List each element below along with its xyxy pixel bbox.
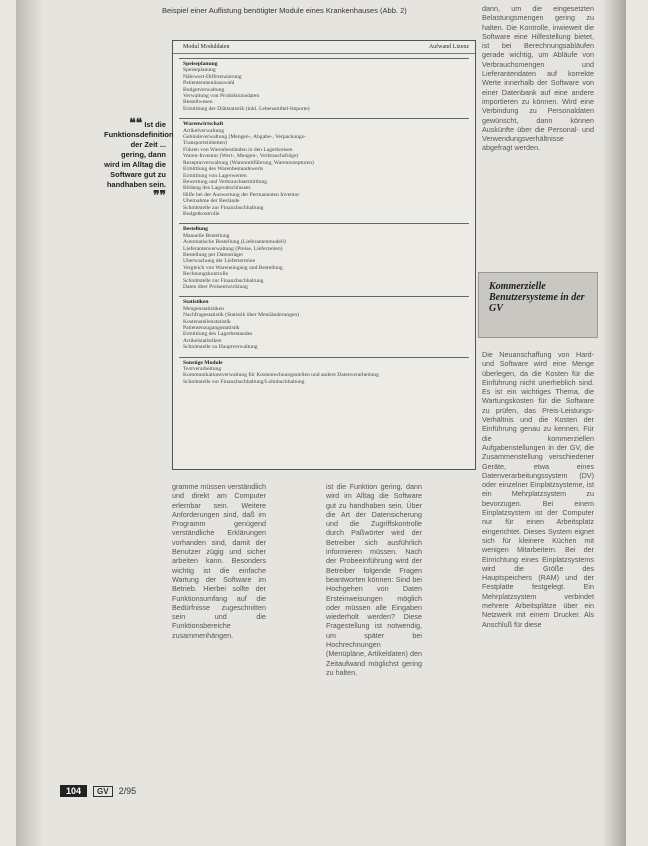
table-row: Budgetkontrolle [183, 210, 220, 217]
table-row: Nachfragestatistik (Statistik über Menüänderungen) [183, 312, 300, 319]
table-sections [173, 58, 475, 387]
table-section [179, 296, 469, 352]
table-row: Textverarbeitung [183, 366, 222, 373]
table-row: Artikelverwaltung [183, 127, 225, 134]
table-row: Ermittlung des Lagerbestandes [183, 331, 253, 338]
table-row: Hilfe bei der Auswertung der Permanenten Inventur [183, 191, 300, 198]
body-column-3-bottom [482, 350, 594, 629]
modules-table [172, 40, 476, 470]
table-row: Nährwert-Differenzierung [183, 73, 242, 80]
table-section-title: Speiseplanung [183, 61, 218, 67]
table-row: Schnittstelle zur Finanzbuchhaltung/Lohnbuchhaltung [183, 378, 305, 385]
body-text-1: gramme müssen verständlich und direkt am Computer erlernbar sein. Weitere Anforderungen sind, daß im Programm genügend verständliche Erklärungen vorhanden sind, damit der Benutzer zügig und sicher arbeiten kann. Besonders wichtig ist die einfache Wartung der Software im Betrieb. Hierbei sollte der Funktionsumfang auf die Bedürfnisse zugeschnitten sein und die Funktionsbereiche zusammenhängen. [172, 482, 266, 640]
quote-open-icon: ❝❝ [129, 116, 143, 130]
table-section [179, 357, 469, 388]
table-row: Gebindeverwaltung (Mengen-, Abgabe-, Verpackungs- [183, 134, 306, 141]
body-text-2: ist die Funktion gering, dann wird im Alltag die Software gut zu handhaben sein. Über die Art der Datensicherung und die Zugriffskontrolle durch Paßwörter wird der Betreiber sich ausführlich informieren müssen. Nach der Probeeinführung wird der Betreiber folgende Fragen beantworten können: Sind bei Hochgehen von Daten Ersteinweisungen möglich oder müssen alle Eingaben wiederholt werden? Diese Fragestellung ist notwendig, um später bei Hochrechnungen (Menüpläne, Artikeldaten) den Zeitaufwand möglichst gering zu halten. [326, 482, 422, 677]
table-row: Führen von Warenbeständen in den Lagerkreisen [183, 146, 293, 153]
page-edge-shadow [602, 0, 626, 846]
table-section [179, 118, 469, 219]
table-row: Ermittlung von Lagerwerten [183, 172, 247, 179]
body-column-1 [172, 482, 266, 640]
section-heading-box [478, 272, 598, 338]
table-row: Schnittstelle zur Finanzbuchhaltung [183, 204, 264, 211]
table-row: Bewertung und Verbrauchsermittlung [183, 178, 268, 185]
table-row: Bestellwesen [183, 99, 213, 106]
table-row: Ermittlung der Diätstatistik (inkl. Lebensmittel-Importe) [183, 105, 310, 112]
table-row: Verwaltung von Produktionsdaten [183, 93, 260, 100]
table-row: Überwachung der Liefertermine [183, 258, 256, 265]
table-row: Automatische Bestellung (Lieferantenmodell) [183, 239, 286, 246]
page-footer [60, 785, 136, 797]
table-row: Rechnungskontrolle [183, 271, 229, 278]
table-row: Kostenstellenstatistik [183, 318, 231, 325]
table-row: Manuelle Bestellung [183, 232, 230, 239]
table-row: Bestellung per Datenträger [183, 251, 244, 258]
body-column-3-top [482, 4, 594, 153]
body-column-2 [326, 482, 422, 677]
pull-quote-text: Ist die Funktionsdefinition der Zeit ... gering, dann wird im Alltag die Software gut zu handhaben sein. [104, 120, 174, 189]
body-text-4: Die Neuanschaffung von Hard- und Software wird eine Menge überlegen, da die Kosten für die Einführung nicht unerheblich sind. Es ist ein wichtiges Thema, die Wartungskosten für die Software zu prüfen, das Preis-Leistungs-Verhältnis und die Kosten der Einführung genau zu kennen. Für die kommerziellen Aufgabenstellungen in der GV, die Zusammenstellung verschiedener Geräte, etwa eines Datenverarbeitungssystem (DV) oder einzelner Einplatzsysteme, ist ein Mehrplatzsystem zu bevorzugen. Bei einem Einplatzsystem ist der Computer nur für einen Arbeitsplatz eingerichtet. Dieses System eignet sich für kleinere Küchen mit wenigen Mitarbeitern. Bei der Einrichtung eines Einplatzsystems wird die Größe des Hauptspeichers (RAM) und der Festplatte festgelegt. Ein Mehrplatzsystem verbindet mehrere Arbeitsplätze über ein Netzwerk mit einem Drucker. Als Anschluß für diese [482, 350, 594, 629]
table-row: Budgetverwaltung [183, 86, 225, 93]
table-header [173, 41, 475, 54]
table-section-title: Bestellung [183, 226, 208, 233]
table-row: Patientenzugangsstatistik [183, 325, 240, 332]
table-section-title: Sonstige Module [183, 359, 223, 366]
table-section-title: Warenwirtschaft [183, 121, 224, 128]
column-module-header: Modul Moduldaten [183, 44, 230, 50]
column-effort-header: Aufwand Lizenz [428, 44, 469, 50]
gutter-shadow [16, 0, 44, 846]
body-text-3: dann, um die eingesetzten Belastungsmengen gering zu halten. Die Kontrolle, inwieweit die Software eine Hilfestellung bietet, ist bei Berechnungsabläufen gerade wichtig, um Abläufe von Verbrauchsmengen und Lieferantendaten auf korrekte Werte innerhalb der Software von einer Datenbank auf eine andere importieren zu können. Wird eine Verbindung zu Personaldaten gewünscht, dann können Auskünfte über die Personal- und Verwendungsverhältnisse abgefragt werden. [482, 4, 594, 153]
table-row: Daten über Preisentwicklung [183, 284, 248, 290]
table-section [179, 223, 469, 292]
table-row: Speiseplanung [183, 67, 216, 74]
table-row: Lieferantenverwaltung (Preise, Lieferzeiten) [183, 245, 283, 252]
table-row: Transporteinheiten) [183, 140, 227, 147]
table-row: Patientenmenüauswahl [183, 80, 235, 87]
table-row: Übernahme der Bestände [183, 198, 240, 205]
quote-close-icon: ❞❞ [153, 188, 166, 202]
table-row: Schnittstelle zur Finanzbuchhaltung [183, 277, 264, 284]
table-row: Vergleich von Wareneingang und Bestellung [183, 264, 283, 271]
table-row: Bildung des Lagerabschlusses [183, 185, 251, 192]
table-row: Waren-Inventur (Wert-, Mengen-, Verbrauchsfolge) [183, 153, 299, 160]
table-row: Artikelstatistiken [183, 337, 222, 344]
table-row: Mengenstatistiken [183, 305, 225, 312]
magazine-logo: GV [93, 786, 113, 797]
table-section [179, 58, 469, 114]
table-section-title: Statistiken [183, 299, 209, 306]
section-heading: Kommerzielle Benutzersysteme in der GV [489, 281, 585, 314]
pull-quote [104, 116, 174, 202]
table-row: Kommunikationsverwaltung für Kostenrechnungsstellen und andere Datenverarbeitung [183, 372, 379, 379]
table-row: Schnittstelle zu Hauptverwaltung [183, 344, 258, 351]
page-number: 104 [60, 785, 87, 797]
figure-caption: Beispiel einer Auflistung benötigter Module eines Krankenhauses (Abb. 2) [162, 6, 407, 15]
issue-number: 2/95 [118, 786, 137, 796]
table-row: Rezepturverwaltung (Warenmitführung, Warenrezepturen) [183, 159, 314, 166]
table-row: Ermittlung des Warenbestandswerts [183, 166, 264, 173]
